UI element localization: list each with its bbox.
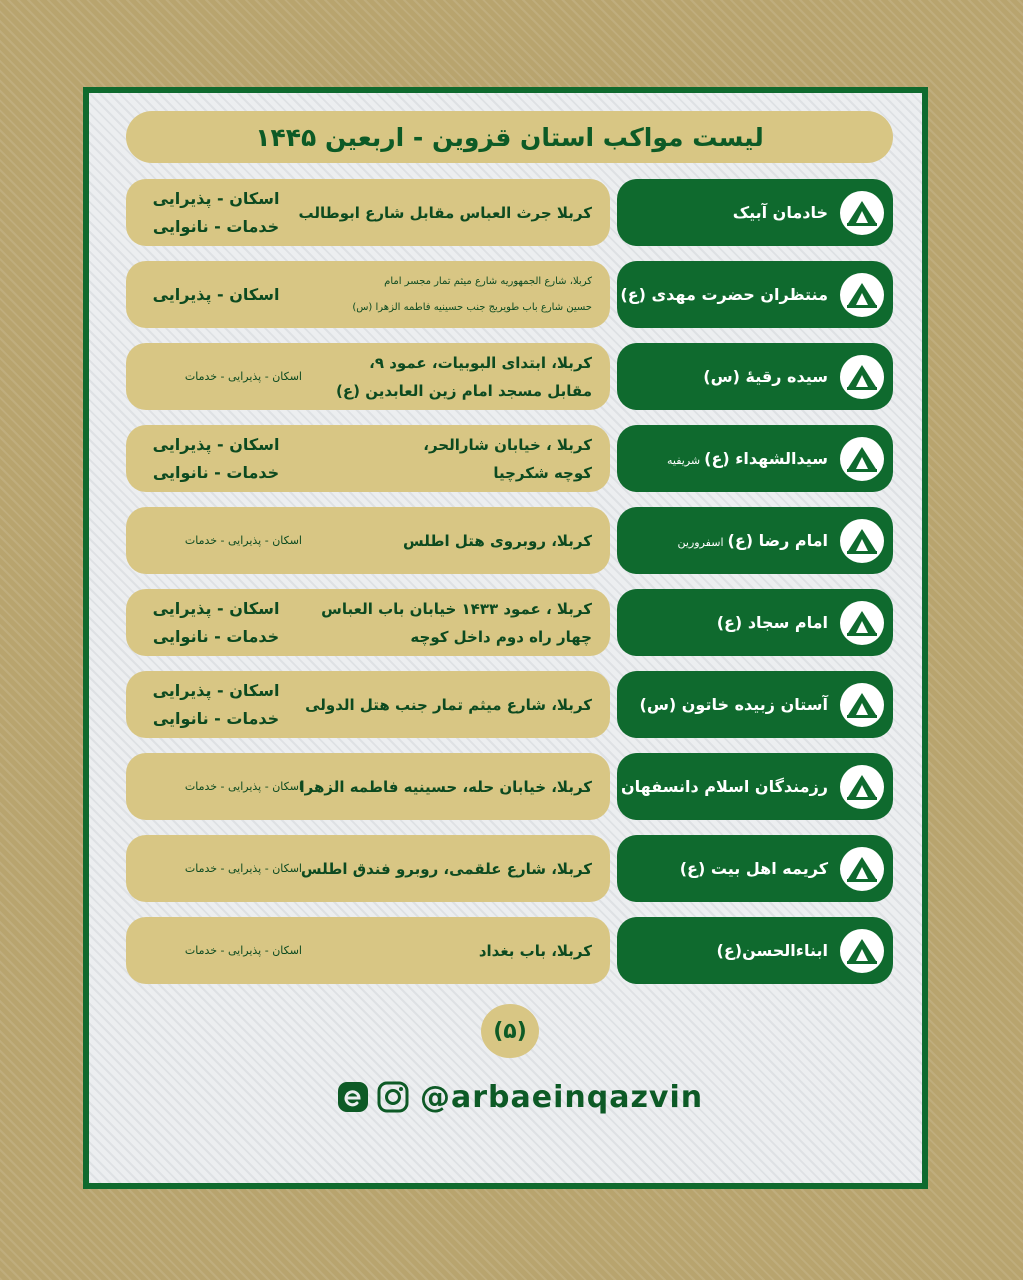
services-line: اسکان - پذیرایی - خدمات [184, 943, 302, 957]
services-line: اسکان - پذیرایی - خدمات [184, 533, 302, 547]
services [136, 835, 302, 902]
services-line: خدمات - نانوایی [152, 708, 280, 728]
mawkib-name-text: کریمه اهل بیت (ع) [679, 859, 828, 878]
mawkib-row [126, 507, 893, 574]
services-line: خدمات - نانوایی [152, 626, 280, 646]
tent-icon [840, 601, 884, 645]
services [136, 343, 302, 410]
mawkib-name [717, 613, 828, 632]
address-line: کربلا، شارع علقمی، روبرو فندق اطلس [300, 859, 592, 878]
services-line: اسکان - پذیرایی - خدمات [184, 779, 302, 793]
address-line: کربلا، باب بغداد [478, 941, 592, 960]
mawkib-row [126, 589, 893, 656]
address [292, 835, 592, 902]
info-card [126, 835, 610, 902]
social-footer [336, 1075, 703, 1119]
tent-icon [840, 683, 884, 727]
mawkib-name [620, 285, 828, 304]
info-card [126, 261, 610, 328]
eitaa-icon [336, 1080, 370, 1114]
services-line: اسکان - پذیرایی [152, 188, 280, 208]
mawkib-row [126, 261, 893, 328]
services-line: اسکان - پذیرایی [152, 680, 280, 700]
name-card [617, 917, 893, 984]
services-line: اسکان - پذیرایی [152, 284, 280, 304]
tent-icon [840, 191, 884, 235]
mawkib-name-text: ابناءالحسن(ع) [716, 941, 828, 960]
name-card [617, 261, 893, 328]
mawkib-name [640, 695, 829, 714]
mawkib-name [703, 367, 828, 386]
mawkib-name-text: منتظران حضرت مهدی (ع) [620, 285, 828, 304]
address-line: کوچه شکرچیا [493, 463, 592, 482]
name-card [617, 835, 893, 902]
services [136, 917, 302, 984]
info-card [126, 179, 610, 246]
name-card [617, 671, 893, 738]
tent-icon [840, 519, 884, 563]
address-line: کربلا ، عمود ۱۴۳۳ خیابان باب العباس [321, 599, 592, 618]
tent-icon [840, 765, 884, 809]
tent-icon [840, 847, 884, 891]
name-card [617, 589, 893, 656]
info-card [126, 753, 610, 820]
address-line: کربلا، ابتدای البوبیات، عمود ۹، [369, 353, 592, 372]
address-line: چهار راه دوم داخل کوچه [410, 627, 592, 646]
address [292, 507, 592, 574]
name-card [617, 425, 893, 492]
mawkib-name [733, 203, 828, 222]
mawkib-row [126, 835, 893, 902]
services [136, 425, 296, 492]
info-card [126, 917, 610, 984]
mawkib-name [680, 859, 828, 878]
services-line: خدمات - نانوایی [152, 216, 280, 236]
name-card [617, 507, 893, 574]
services [136, 179, 296, 246]
address [292, 261, 592, 328]
services-line: اسکان - پذیرایی - خدمات [184, 369, 302, 383]
mawkib-row [126, 753, 893, 820]
services-line: خدمات - نانوایی [152, 462, 280, 482]
address [292, 343, 592, 410]
address-line: کربلا ، خیابان شارالحر، [423, 435, 592, 454]
services [136, 753, 302, 820]
services [136, 589, 296, 656]
address [292, 671, 592, 738]
mawkib-name-text: امام سجاد (ع) [716, 613, 828, 632]
address-line: حسین شارع باب طویریج جنب حسینیه فاطمه الزهرا (س) [352, 301, 592, 313]
services-line: اسکان - پذیرایی [152, 434, 280, 454]
tent-icon [840, 437, 884, 481]
instagram-icon [376, 1080, 410, 1114]
mawkib-name-text: سیده رقیهٔ (س) [703, 367, 828, 386]
info-card [126, 589, 610, 656]
address-line: کربلا، شارع الجمهوریه شارع میثم تمار مجسر امام [384, 275, 592, 287]
tent-icon [840, 929, 884, 973]
mawkib-subname: اسفرورین [677, 536, 724, 549]
tent-icon [840, 273, 884, 317]
tent-icon [840, 355, 884, 399]
mawkib-name [717, 941, 828, 960]
mawkib-name-text: رزمندگان اسلام دانسفهان [620, 777, 828, 796]
mawkib-name [678, 531, 828, 550]
address-line: کربلا جرث العباس مقابل شارع ابوطالب [298, 203, 592, 222]
services [136, 671, 296, 738]
services-line: اسکان - پذیرایی [152, 598, 280, 618]
address [292, 589, 592, 656]
info-card [126, 343, 610, 410]
address [292, 917, 592, 984]
mawkib-row [126, 425, 893, 492]
address-line: مقابل مسجد امام زین العابدین (ع) [336, 381, 592, 400]
mawkib-name-text: خادمان آبیک [732, 203, 828, 222]
mawkib-name-text: سیدالشهداء (ع) [704, 449, 828, 468]
address [292, 753, 592, 820]
name-card [617, 179, 893, 246]
info-card [126, 671, 610, 738]
address-line: کربلا، خیابان حله، حسینیه فاطمه الزهرا [299, 777, 592, 796]
mawkib-name [621, 777, 828, 796]
info-card [126, 507, 610, 574]
services [136, 507, 302, 574]
mawkib-row [126, 917, 893, 984]
name-card [617, 343, 893, 410]
mawkib-subname: شریفیه [666, 454, 701, 467]
mawkib-row [126, 671, 893, 738]
address-line: کربلا، شارع میثم تمار جنب هتل الدولی [305, 695, 592, 714]
services-line: اسکان - پذیرایی - خدمات [184, 861, 302, 875]
services [136, 261, 296, 328]
social-handle: @arbaeinqazvin [420, 1079, 704, 1115]
info-card [126, 425, 610, 492]
mawkib-name [667, 449, 828, 468]
mawkib-name-text: آستان زبیده خاتون (س) [639, 695, 828, 714]
address [292, 425, 592, 492]
mawkib-row [126, 179, 893, 246]
mawkib-row [126, 343, 893, 410]
address-line: کربلا، روبروی هتل اطلس [403, 531, 592, 550]
mawkib-name-text: امام رضا (ع) [727, 531, 828, 550]
name-card [617, 753, 893, 820]
page-title: لیست مواکب استان قزوین - اربعین ۱۴۴۵ [126, 111, 893, 163]
page-number: (۵) [481, 1004, 539, 1058]
address [292, 179, 592, 246]
